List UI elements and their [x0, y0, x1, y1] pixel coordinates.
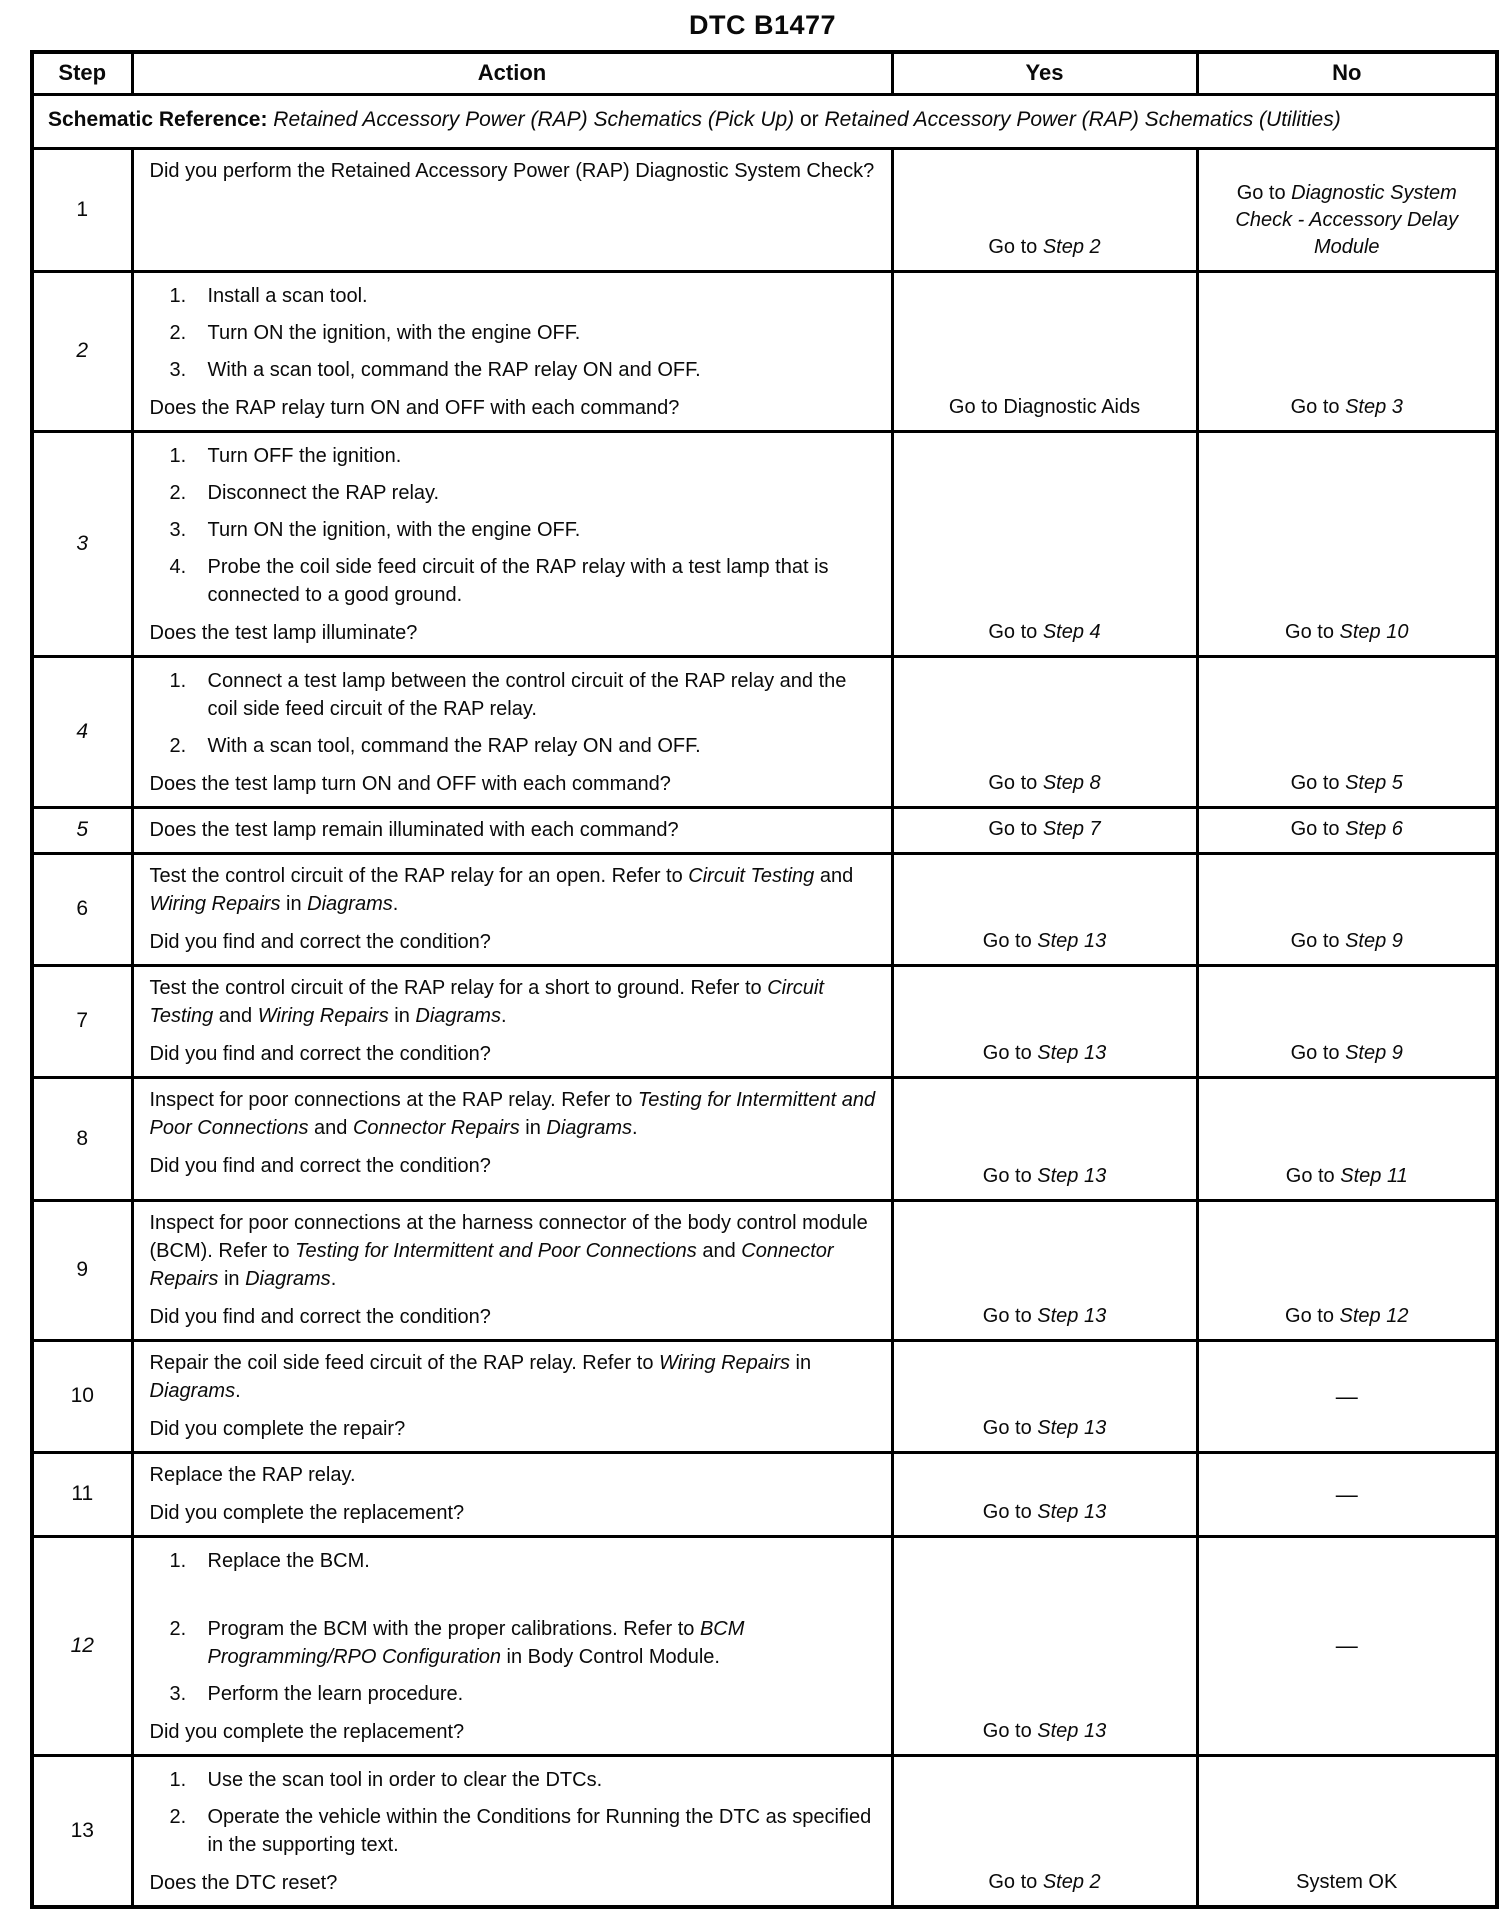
- action-text: [150, 157, 879, 185]
- list-item-number: 1.: [169, 444, 187, 467]
- italic-reference-text: Step 2: [1042, 235, 1101, 258]
- italic-reference-text: Step 10: [1339, 620, 1409, 643]
- italic-reference-text: Step 4: [1042, 620, 1101, 643]
- text-segment: .: [392, 892, 399, 915]
- text-segment: Go to: [982, 1041, 1038, 1064]
- table-row: [32, 1200, 1497, 1340]
- text-segment: Go to: [1285, 1164, 1341, 1187]
- text-segment: Disconnect the RAP relay.: [207, 481, 440, 504]
- text-segment: Operate the vehicle within the Conditions for Running the DTC as specified in the supporting text.: [207, 1805, 872, 1856]
- action-list-item: [150, 356, 879, 384]
- text-segment: Test the control circuit of the RAP relay for an open. Refer to: [149, 864, 689, 887]
- text-segment: Repair the coil side feed circuit of the RAP relay. Refer to: [149, 1351, 660, 1374]
- list-item-text: [208, 479, 879, 507]
- italic-reference-text: Testing for Intermittent and Poor Connections: [149, 1088, 876, 1139]
- action-cell: [132, 271, 892, 431]
- action-question: Does the test lamp illuminate?: [149, 621, 418, 644]
- action-list-item: [150, 1615, 879, 1671]
- yes-cell: [892, 1536, 1197, 1755]
- page-title: DTC B1477: [688, 10, 837, 40]
- text-segment: Turn ON the ignition, with the engine OFF.: [207, 321, 581, 344]
- action-question: Did you find and correct the condition?: [149, 1305, 491, 1328]
- text-segment: .: [631, 1116, 638, 1139]
- action-text: [150, 1086, 879, 1142]
- column-header-no: No: [1197, 52, 1497, 94]
- list-item-number: 4.: [169, 555, 187, 578]
- text-segment: in: [218, 1267, 246, 1290]
- text-segment: in Body Control Module.: [500, 1645, 720, 1668]
- italic-reference-text: Step 6: [1345, 817, 1403, 840]
- yes-cell: [892, 965, 1197, 1077]
- italic-reference-text: Connector Repairs: [352, 1116, 520, 1139]
- step-cell: 7: [32, 965, 132, 1077]
- italic-reference-text: Diagrams: [149, 1379, 236, 1402]
- list-item-number: 2.: [169, 1805, 187, 1828]
- list-item-number: 2.: [169, 481, 187, 504]
- text-segment: Connect a test lamp between the control circuit of the RAP relay and the coil side feed circuit of the RAP relay.: [207, 669, 847, 720]
- action-text: [150, 974, 879, 1030]
- list-item-text: [208, 282, 879, 310]
- text-segment: Go to: [1285, 620, 1340, 643]
- list-item-number: 3.: [169, 518, 187, 541]
- text-segment: Go to: [982, 1719, 1038, 1742]
- action-text: [150, 1209, 879, 1293]
- yes-cell: [892, 431, 1197, 656]
- text-segment: Go to: [988, 817, 1043, 840]
- table-row: [32, 148, 1497, 271]
- yes-cell: [892, 853, 1197, 965]
- action-cell: [132, 148, 892, 271]
- action-question: Did you complete the repair?: [149, 1417, 406, 1440]
- text-segment: .: [330, 1267, 337, 1290]
- text-segment: Go to: [1290, 771, 1346, 794]
- italic-reference-text: Step 13: [1037, 1500, 1107, 1523]
- action-list-item: [150, 1766, 879, 1794]
- yes-cell: [892, 1755, 1197, 1907]
- text-segment: in: [280, 892, 308, 915]
- no-cell: [1197, 1200, 1497, 1340]
- step-cell: 10: [32, 1340, 132, 1452]
- text-segment: Go to: [982, 1164, 1038, 1187]
- text-segment: System OK: [1296, 1870, 1398, 1893]
- action-question: Does the RAP relay turn ON and OFF with each command?: [149, 396, 680, 419]
- italic-reference-text: Step 9: [1345, 1041, 1403, 1064]
- text-segment: Go to: [988, 235, 1043, 258]
- list-item-text: [208, 442, 879, 470]
- list-item-number: 3.: [169, 1682, 187, 1705]
- action-list-item: [150, 282, 879, 310]
- italic-reference-text: Diagrams: [245, 1267, 331, 1290]
- action-text: [150, 1349, 879, 1405]
- italic-reference-text: Step 3: [1345, 395, 1403, 418]
- text-segment: and: [696, 1239, 742, 1262]
- italic-reference-text: Retained Accessory Power (RAP) Schematics (Pick Up): [273, 107, 795, 131]
- action-list-item: [150, 516, 879, 544]
- action-list-item: [150, 732, 879, 760]
- text-segment: Use the scan tool in order to clear the DTCs.: [207, 1768, 603, 1791]
- list-item-number: 1.: [169, 1768, 187, 1791]
- schematic-reference-label: Schematic Reference:: [48, 107, 268, 131]
- text-segment: Install a scan tool.: [207, 284, 368, 307]
- yes-cell: [892, 1452, 1197, 1536]
- text-segment: Turn OFF the ignition.: [207, 444, 402, 467]
- column-header-yes: Yes: [892, 52, 1197, 94]
- table-row: [32, 656, 1497, 807]
- table-row: [32, 965, 1497, 1077]
- text-segment: Program the BCM with the proper calibrations. Refer to: [207, 1617, 700, 1640]
- yes-cell: [892, 1340, 1197, 1452]
- action-question: Does the DTC reset?: [149, 1871, 338, 1894]
- text-segment: —: [1335, 1633, 1358, 1658]
- action-cell: [132, 1077, 892, 1200]
- list-item-number: 3.: [169, 358, 187, 381]
- list-item-text: [208, 1803, 879, 1859]
- text-segment: Go to: [982, 1304, 1038, 1327]
- italic-reference-text: Diagnostic System Check - Accessory Delay Module: [1235, 181, 1459, 258]
- italic-reference-text: Wiring Repairs: [659, 1351, 790, 1374]
- text-segment: Inspect for poor connections at the RAP relay. Refer to: [149, 1088, 638, 1111]
- yes-cell: [892, 1077, 1197, 1200]
- table-row: [32, 1452, 1497, 1536]
- yes-cell: [892, 271, 1197, 431]
- action-cell: [132, 656, 892, 807]
- italic-reference-text: Circuit Testing: [149, 976, 824, 1027]
- text-segment: Go to: [988, 771, 1043, 794]
- schematic-reference-cell: [32, 94, 1497, 148]
- list-item-number: 1.: [169, 669, 187, 692]
- italic-reference-text: Step 13: [1037, 929, 1107, 952]
- list-item-text: [208, 1680, 879, 1708]
- action-cell: [132, 965, 892, 1077]
- list-item-text: [208, 732, 879, 760]
- list-item-text: [208, 667, 879, 723]
- text-segment: —: [1335, 1481, 1358, 1507]
- text-segment: Go to: [988, 1870, 1043, 1893]
- action-cell: [132, 1536, 892, 1755]
- action-question: Did you complete the replacement?: [149, 1501, 465, 1524]
- no-cell: [1197, 1452, 1497, 1536]
- no-cell: [1197, 148, 1497, 271]
- italic-reference-text: Retained Accessory Power (RAP) Schematics (Utilities): [824, 107, 1341, 131]
- action-list-item: [150, 553, 879, 609]
- step-cell: 4: [32, 656, 132, 807]
- table-row: [32, 853, 1497, 965]
- text-segment: Go to: [982, 1500, 1038, 1523]
- list-item-text: [208, 516, 879, 544]
- text-segment: Probe the coil side feed circuit of the RAP relay with a test lamp that is connected to a good ground.: [207, 555, 829, 606]
- action-list-item: [150, 1803, 879, 1859]
- list-item-number: 2.: [169, 734, 187, 757]
- action-list-item: [150, 1680, 879, 1708]
- no-cell: [1197, 1340, 1497, 1452]
- action-list-item: [150, 442, 879, 470]
- yes-cell: [892, 148, 1197, 271]
- italic-reference-text: Step 7: [1042, 817, 1101, 840]
- italic-reference-text: Diagrams: [415, 1004, 501, 1027]
- text-segment: Perform the learn procedure.: [207, 1682, 464, 1705]
- action-list-item: [150, 319, 879, 347]
- step-cell: 12: [32, 1536, 132, 1755]
- text-segment: or: [794, 107, 825, 131]
- step-cell: 6: [32, 853, 132, 965]
- italic-reference-text: Step 13: [1037, 1416, 1107, 1439]
- yes-cell: [892, 807, 1197, 853]
- action-cell: [132, 1755, 892, 1907]
- italic-reference-text: Step 13: [1037, 1719, 1107, 1742]
- text-segment: Go to: [1236, 181, 1292, 204]
- action-list-item: [150, 1547, 879, 1575]
- text-segment: Go to: [1290, 395, 1346, 418]
- action-question: Did you complete the replacement?: [149, 1720, 465, 1743]
- header-row: [32, 52, 1497, 94]
- action-list-item: [150, 479, 879, 507]
- table-row: [32, 1536, 1497, 1755]
- no-cell: [1197, 1077, 1497, 1200]
- list-item-text: [208, 553, 879, 609]
- list-item-text: [208, 1547, 879, 1575]
- step-cell: 13: [32, 1755, 132, 1907]
- action-list-item: [150, 667, 879, 723]
- action-question: Does the test lamp remain illuminated with each command?: [149, 818, 679, 841]
- step-cell: 2: [32, 271, 132, 431]
- action-cell: [132, 1200, 892, 1340]
- italic-reference-text: Diagrams: [546, 1116, 632, 1139]
- italic-reference-text: Step 5: [1345, 771, 1403, 794]
- no-cell: [1197, 656, 1497, 807]
- table-row: [32, 431, 1497, 656]
- text-segment: Replace the RAP relay.: [149, 1463, 356, 1486]
- italic-reference-text: Step 2: [1042, 1870, 1101, 1893]
- table-row: [32, 807, 1497, 853]
- action-question: Did you find and correct the condition?: [149, 1042, 491, 1065]
- text-segment: Go to: [988, 620, 1043, 643]
- text-segment: Go to: [1290, 929, 1346, 952]
- italic-reference-text: Testing for Intermittent and Poor Connections: [295, 1239, 697, 1262]
- yes-cell: [892, 656, 1197, 807]
- column-header-step: Step: [32, 52, 132, 94]
- list-item-text: [208, 319, 879, 347]
- action-cell: [132, 431, 892, 656]
- text-segment: Replace the BCM.: [207, 1549, 370, 1572]
- text-segment: Go to Diagnostic Aids: [948, 395, 1141, 418]
- table-body: [32, 94, 1497, 1907]
- step-cell: 3: [32, 431, 132, 656]
- no-cell: [1197, 807, 1497, 853]
- text-segment: and: [308, 1116, 353, 1139]
- table-row: [32, 1077, 1497, 1200]
- action-question: Does the test lamp turn ON and OFF with each command?: [149, 772, 671, 795]
- text-segment: With a scan tool, command the RAP relay ON and OFF.: [207, 358, 701, 381]
- italic-reference-text: Circuit Testing: [688, 864, 815, 887]
- step-cell: 5: [32, 807, 132, 853]
- italic-reference-text: Step 13: [1037, 1164, 1107, 1187]
- italic-reference-text: Step 8: [1042, 771, 1101, 794]
- text-segment: Go to: [1285, 1304, 1340, 1327]
- no-cell: [1197, 853, 1497, 965]
- table-header: [32, 52, 1497, 94]
- italic-reference-text: Step 13: [1037, 1041, 1107, 1064]
- italic-reference-text: Step 11: [1340, 1164, 1408, 1187]
- action-cell: [132, 1452, 892, 1536]
- list-item-number: 1.: [169, 284, 187, 307]
- italic-reference-text: Wiring Repairs: [257, 1004, 389, 1027]
- text-segment: in: [388, 1004, 416, 1027]
- italic-reference-text: Step 13: [1037, 1304, 1107, 1327]
- schematic-reference-row: [32, 94, 1497, 148]
- text-segment: in: [789, 1351, 812, 1374]
- list-item-number: 2.: [169, 1617, 187, 1640]
- text-segment: Inspect for poor connections at the harness connector of the body control module (BCM). Refer to: [149, 1211, 868, 1262]
- text-segment: Go to: [1290, 817, 1346, 840]
- no-cell: [1197, 1755, 1497, 1907]
- italic-reference-text: Wiring Repairs: [149, 892, 281, 915]
- action-text: [150, 862, 879, 918]
- text-segment: Turn ON the ignition, with the engine OFF.: [207, 518, 581, 541]
- step-cell: 8: [32, 1077, 132, 1200]
- text-segment: Did you perform the Retained Accessory Power (RAP) Diagnostic System Check?: [149, 159, 875, 182]
- table-row: [32, 1755, 1497, 1907]
- text-segment: Go to: [982, 929, 1038, 952]
- no-cell: [1197, 431, 1497, 656]
- list-item-number: 2.: [169, 321, 187, 344]
- action-cell: [132, 807, 892, 853]
- text-segment: and: [814, 864, 854, 887]
- italic-reference-text: Connector Repairs: [149, 1239, 834, 1290]
- text-segment: With a scan tool, command the RAP relay ON and OFF.: [207, 734, 701, 757]
- column-header-action: Action: [132, 52, 892, 94]
- action-cell: [132, 1340, 892, 1452]
- table-row: [32, 1340, 1497, 1452]
- step-cell: 1: [32, 148, 132, 271]
- action-question: Did you find and correct the condition?: [149, 930, 491, 953]
- text-segment: and: [213, 1004, 258, 1027]
- text-segment: .: [235, 1379, 241, 1402]
- action-text: [150, 1461, 879, 1489]
- yes-cell: [892, 1200, 1197, 1340]
- text-segment: Test the control circuit of the RAP relay for a short to ground. Refer to: [149, 976, 768, 999]
- text-segment: —: [1335, 1383, 1358, 1409]
- italic-reference-text: Step 9: [1345, 929, 1403, 952]
- list-item-number: 1.: [169, 1549, 187, 1572]
- dtc-table: [30, 50, 1499, 1909]
- action-question: Did you find and correct the condition?: [149, 1154, 491, 1177]
- step-cell: 11: [32, 1452, 132, 1536]
- list-item-text: [208, 1615, 879, 1671]
- text-segment: Go to: [1290, 1041, 1346, 1064]
- italic-reference-text: Step 12: [1339, 1304, 1409, 1327]
- no-cell: [1197, 271, 1497, 431]
- action-cell: [132, 853, 892, 965]
- no-cell: [1197, 965, 1497, 1077]
- text-segment: .: [500, 1004, 507, 1027]
- text-segment: Go to: [982, 1416, 1038, 1439]
- list-item-text: [208, 356, 879, 384]
- step-cell: 9: [32, 1200, 132, 1340]
- italic-reference-text: Diagrams: [307, 892, 393, 915]
- no-cell: [1197, 1536, 1497, 1755]
- italic-reference-text: BCM Programming/RPO Configuration: [207, 1617, 745, 1668]
- list-item-text: [208, 1766, 879, 1794]
- table-row: [32, 271, 1497, 431]
- text-segment: in: [519, 1116, 547, 1139]
